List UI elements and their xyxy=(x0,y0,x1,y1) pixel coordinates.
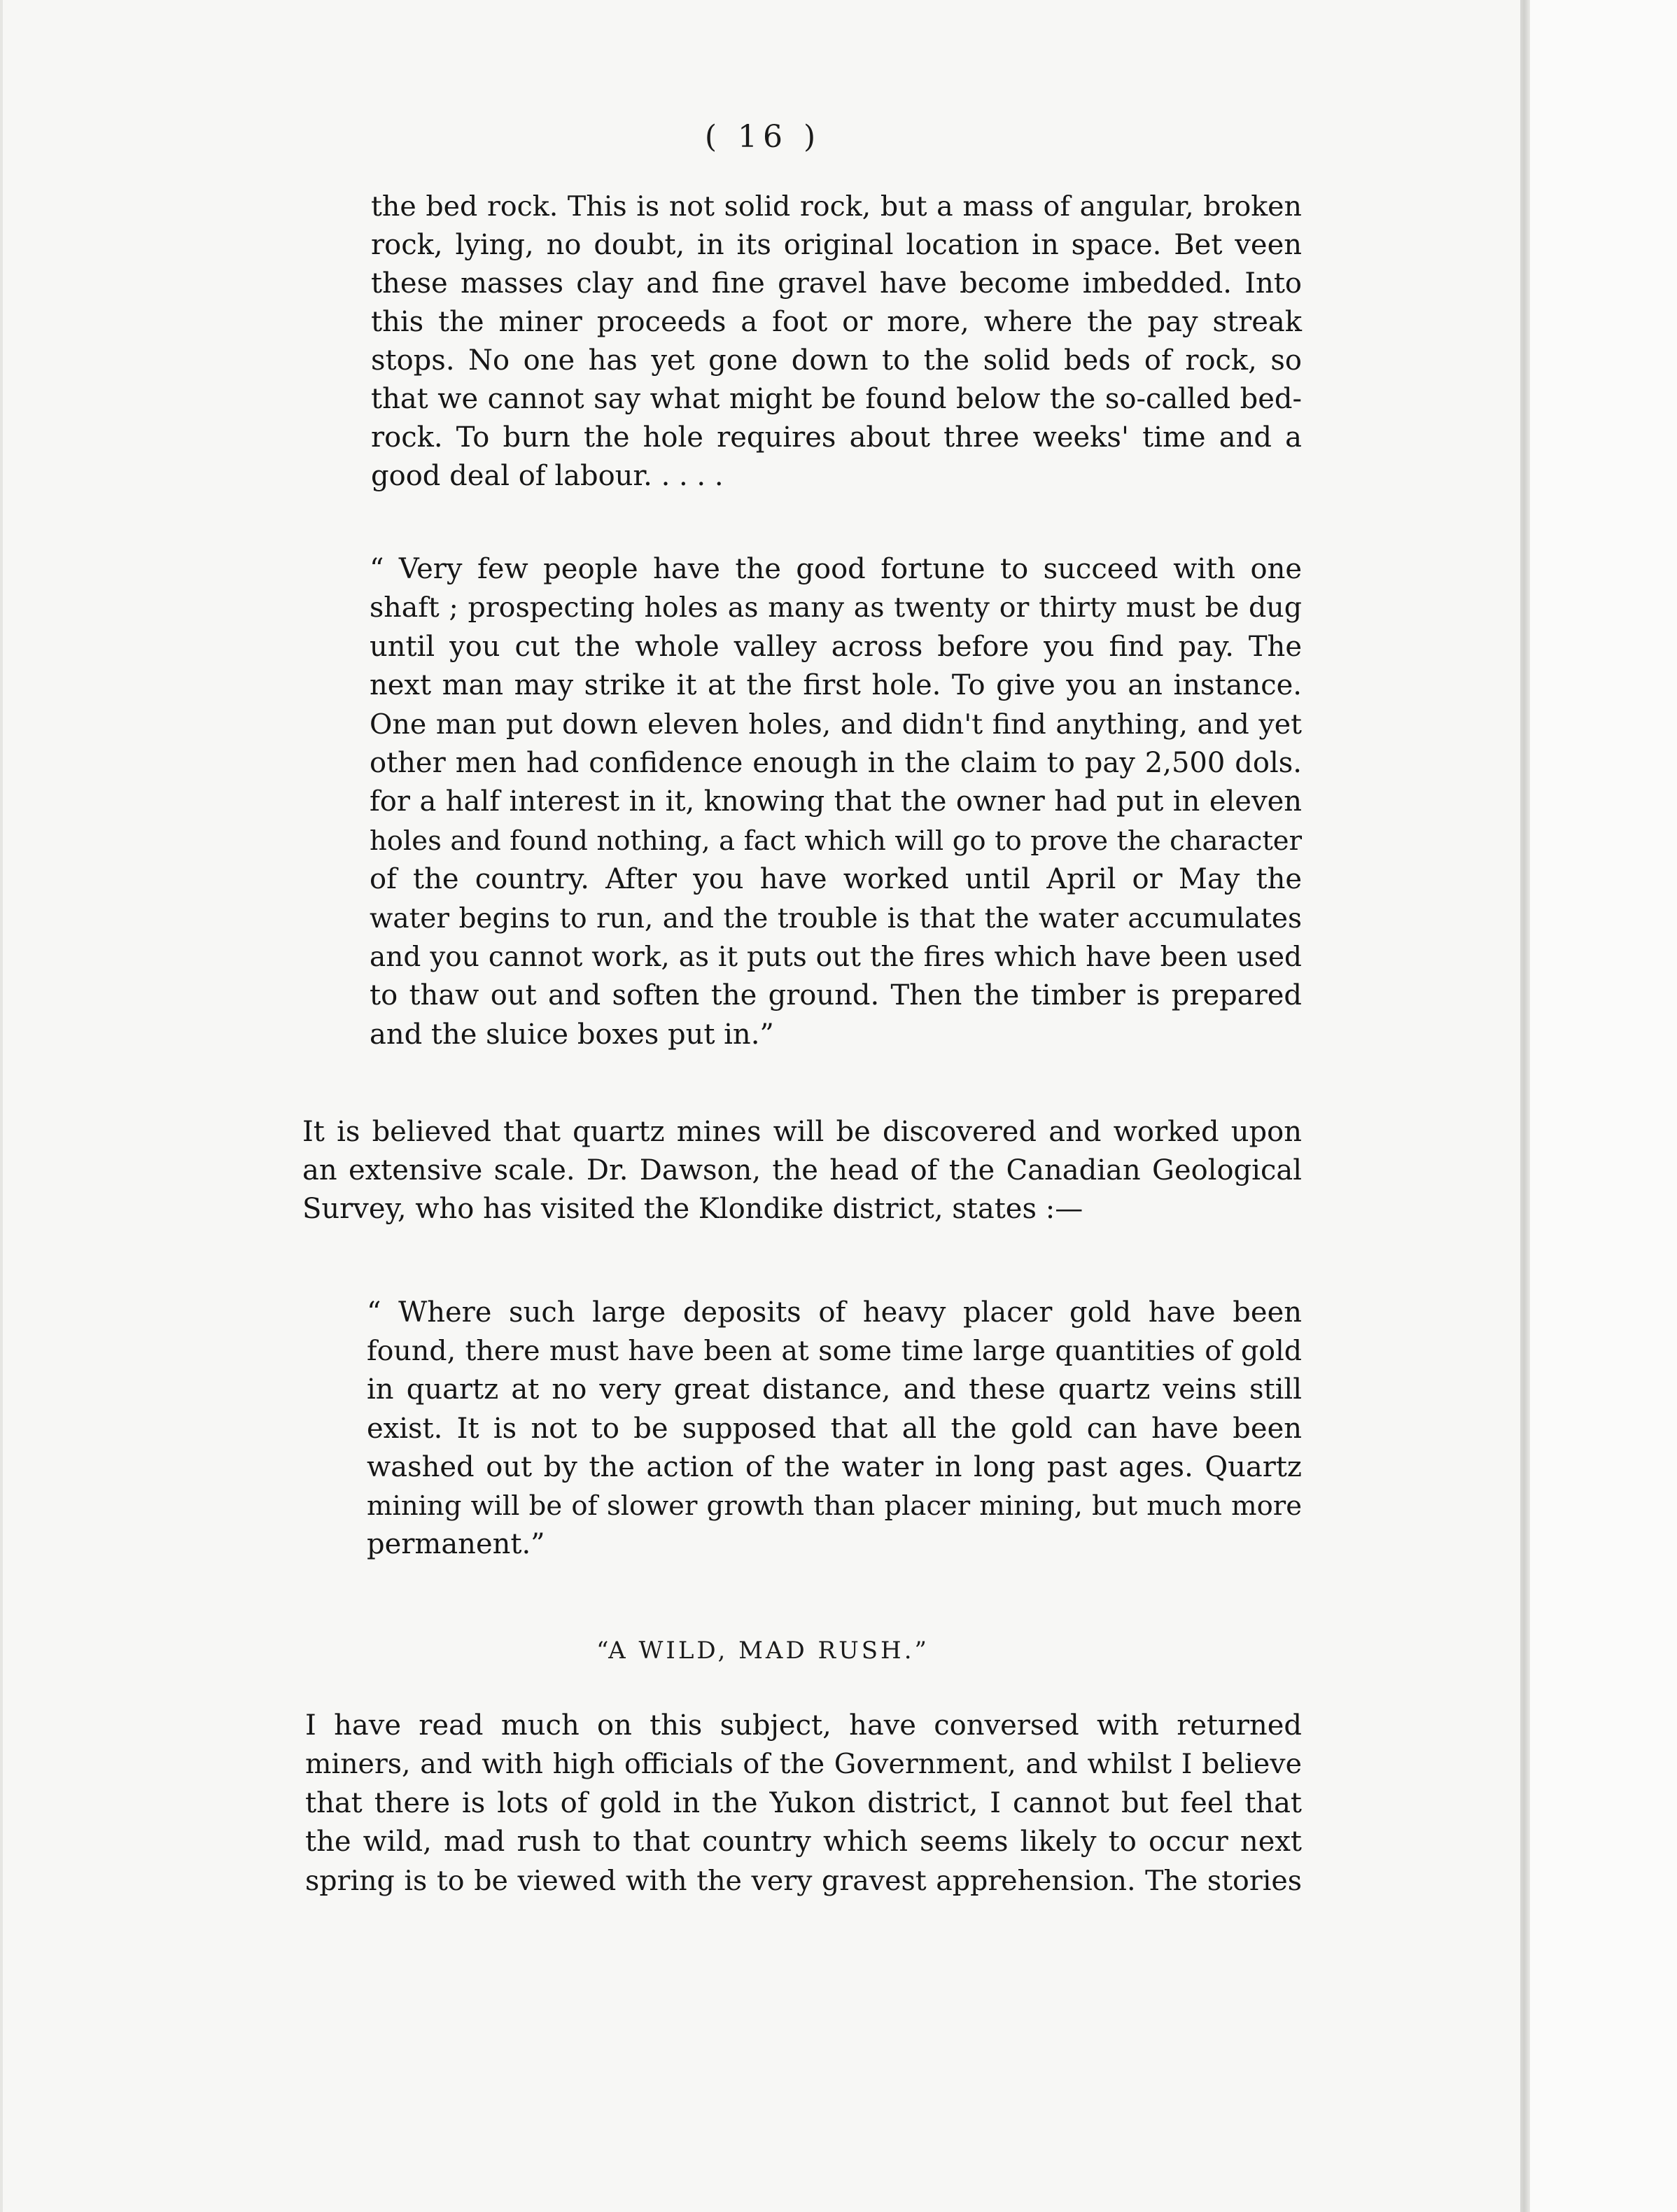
text-line: to thaw out and soften the ground. Then the timber is prepared xyxy=(370,979,1302,1012)
text-line: until you cut the whole valley across before you find pay. The xyxy=(370,630,1302,663)
text-line: of the country. After you have worked until April or May the xyxy=(370,863,1302,896)
text-line: mining will be of slower growth than placer mining, but much more xyxy=(367,1490,1302,1522)
text-line: in quartz at no very great distance, and these quartz veins still xyxy=(367,1373,1302,1406)
page-gutter xyxy=(1520,0,1530,2212)
page-number: ( 16 ) xyxy=(704,119,822,155)
text-line: It is believed that quartz mines will be discovered and worked upon xyxy=(302,1116,1302,1148)
text-line: found, there must have been at some time large quantities of gold xyxy=(367,1335,1302,1368)
text-line: spring is to be viewed with the very gravest apprehension. The stories xyxy=(305,1864,1302,1897)
text-line: I have read much on this subject, have conversed with returned xyxy=(305,1709,1302,1742)
text-line: other men had confidence enough in the claim to pay 2,500 dols. xyxy=(370,747,1302,780)
text-line: that we cannot say what might be found below the so-called bed- xyxy=(371,383,1302,415)
text-line: Survey, who has visited the Klondike district, states :— xyxy=(302,1193,1083,1225)
text-line: permanent.” xyxy=(367,1528,545,1561)
text-line: the wild, mad rush to that country which seems likely to occur next xyxy=(305,1826,1302,1858)
text-line: “ Very few people have the good fortune to succeed with one xyxy=(370,553,1302,585)
paragraph-mad-rush xyxy=(305,1707,1302,1900)
text-line: water begins to run, and the trouble is that the water accumulates xyxy=(370,902,1302,934)
text-line: shaft ; prospecting holes as many as twenty or thirty must be dug xyxy=(370,592,1302,624)
text-line: an extensive scale. Dr. Dawson, the head of the Canadian Geological xyxy=(302,1154,1302,1186)
quote-dawson xyxy=(367,1294,1302,1564)
text-line: washed out by the action of the water in long past ages. Quartz xyxy=(367,1450,1302,1483)
text-line: these masses clay and fine gravel have become imbedded. Into xyxy=(371,267,1302,300)
text-line: good deal of labour. . . . . xyxy=(371,460,724,492)
quote-prospecting xyxy=(370,550,1302,1054)
text-line: and the sluice boxes put in.” xyxy=(370,1018,774,1051)
paragraph-bed-rock xyxy=(371,188,1302,496)
paragraph-quartz-mines xyxy=(302,1113,1302,1228)
text-line: One man put down eleven holes, and didn't find anything, and yet xyxy=(370,708,1302,741)
text-line: rock. To burn the hole requires about three weeks' time and a xyxy=(371,421,1302,454)
adjacent-page-edge xyxy=(1530,0,1677,2212)
section-heading: “A WILD, MAD RUSH.” xyxy=(596,1637,929,1665)
text-line: this the miner proceeds a foot or more, where the pay streak xyxy=(371,306,1302,338)
text-line: holes and found nothing, a fact which will go to prove the character xyxy=(370,825,1302,857)
text-line: next man may strike it at the first hole. To give you an instance. xyxy=(370,669,1302,702)
text-line: for a half interest in it, knowing that the owner had put in eleven xyxy=(370,785,1302,818)
text-line: the bed rock. This is not solid rock, but a mass of angular, broken xyxy=(371,190,1302,223)
text-line: miners, and with high officials of the Government, and whilst I believe xyxy=(305,1748,1302,1781)
text-line: that there is lots of gold in the Yukon district, I cannot but feel that xyxy=(305,1786,1302,1819)
text-line: and you cannot work, as it puts out the fires which have been used xyxy=(370,941,1302,974)
text-line: exist. It is not to be supposed that all the gold can have been xyxy=(367,1412,1302,1445)
text-line: rock, lying, no doubt, in its original location in space. Bet veen xyxy=(371,229,1302,261)
text-line: stops. No one has yet gone down to the solid beds of rock, so xyxy=(371,344,1302,377)
text-line: “ Where such large deposits of heavy placer gold have been xyxy=(367,1296,1302,1329)
